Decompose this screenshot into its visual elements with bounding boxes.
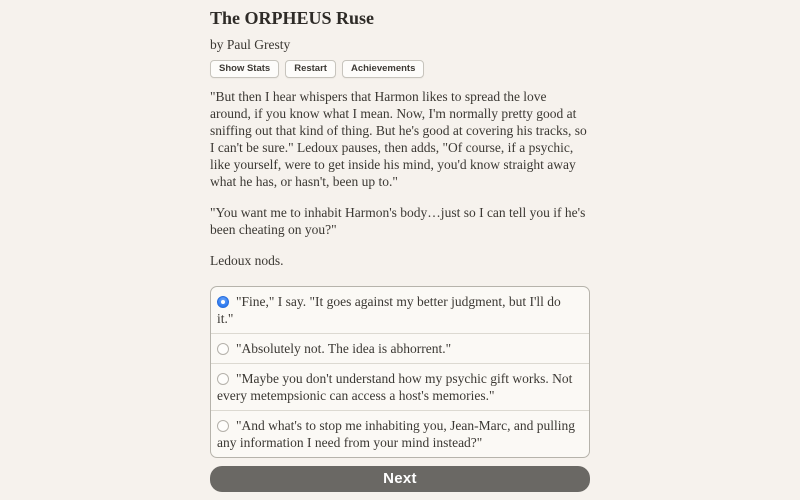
story-paragraph: "You want me to inhabit Harmon's body…just so I can tell you if he's been cheating on you?" bbox=[210, 204, 586, 237]
toolbar bbox=[210, 60, 590, 78]
story-text bbox=[210, 88, 590, 269]
page-title: The ORPHEUS Ruse bbox=[210, 8, 375, 28]
choice-option[interactable] bbox=[211, 410, 589, 457]
radio-button[interactable] bbox=[217, 420, 229, 432]
show-stats-button[interactable]: Show Stats bbox=[210, 60, 279, 78]
achievements-button[interactable]: Achievements bbox=[342, 60, 424, 78]
choice-option[interactable] bbox=[211, 287, 589, 333]
choice-option[interactable] bbox=[211, 363, 589, 410]
choice-label: "Maybe you don't understand how my psychic gift works. Not every metempsionic can access a host's memories." bbox=[217, 370, 573, 403]
radio-button[interactable] bbox=[217, 373, 229, 385]
choice-group bbox=[210, 286, 590, 458]
choice-label: "And what's to stop me inhabiting you, Jean-Marc, and pulling any information I need from your mind instead?" bbox=[217, 417, 576, 450]
story-paragraph: "But then I hear whispers that Harmon likes to spread the love around, if you know what I mean. Now, I'm normally pretty good at sniffing out that kind of thing. But he's good at covering his tracks, so I can't be sure." Ledoux pauses, then adds, "Of course, if a psychic, like yourself, were to get inside his mind, you'd know straight away what he has, or hasn't, been up to." bbox=[210, 88, 587, 189]
choice-label: "Fine," I say. "It goes against my better judgment, but I'll do it." bbox=[217, 293, 561, 326]
next-button[interactable]: Next bbox=[210, 466, 590, 492]
restart-button[interactable]: Restart bbox=[285, 60, 336, 78]
story-paragraph: Ledoux nods. bbox=[210, 252, 284, 268]
author-byline: by Paul Gresty bbox=[210, 37, 291, 52]
radio-button[interactable] bbox=[217, 296, 229, 308]
game-page bbox=[210, 7, 590, 492]
choice-option[interactable] bbox=[211, 333, 589, 363]
radio-button[interactable] bbox=[217, 343, 229, 355]
choice-label: "Absolutely not. The idea is abhorrent." bbox=[236, 340, 452, 356]
